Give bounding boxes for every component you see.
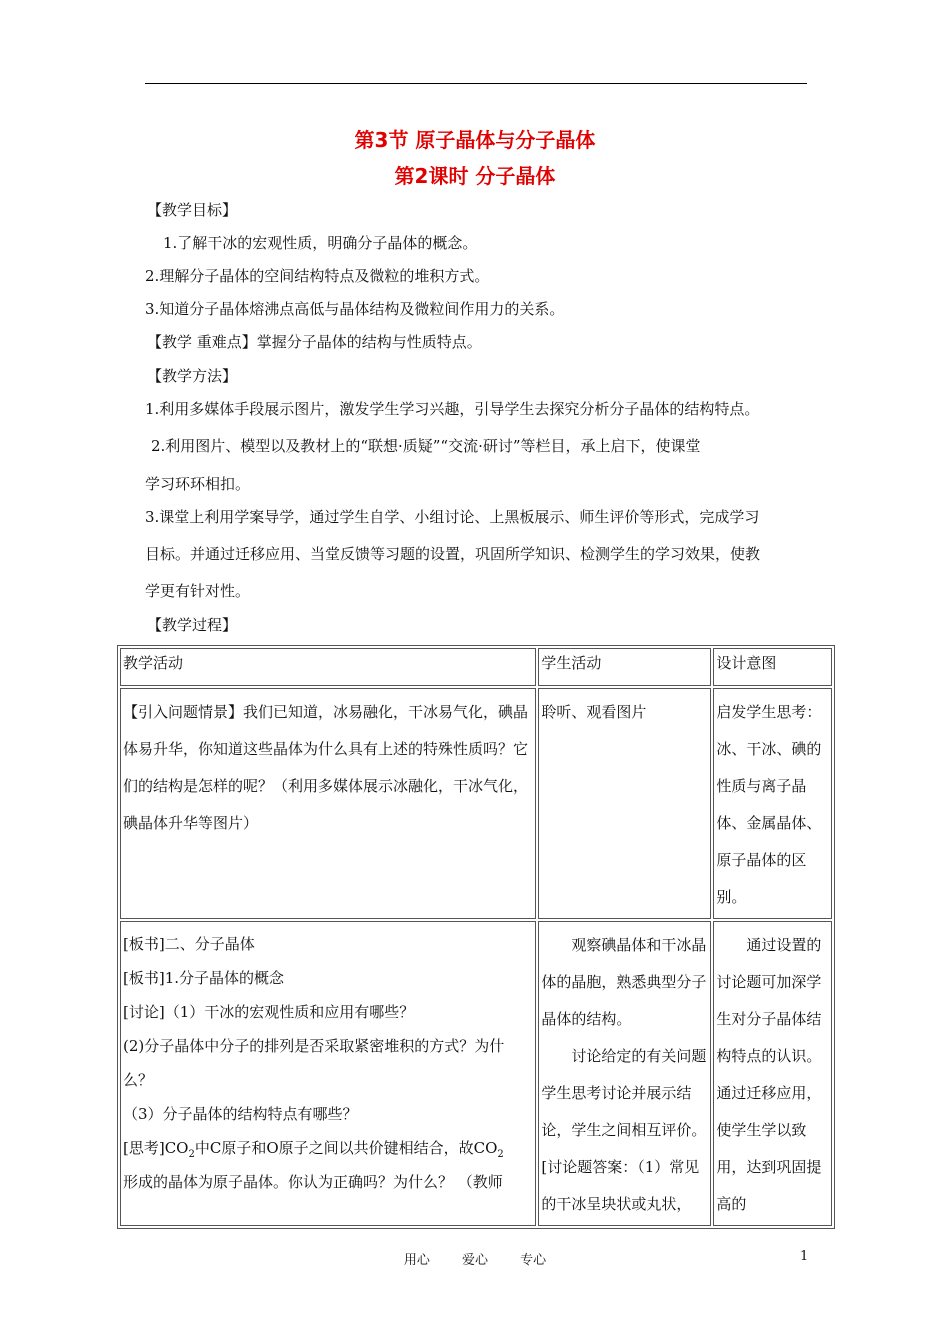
row2-line: （3）分子晶体的结构特点有哪些？	[123, 1105, 358, 1123]
objective-2: 2.理解分子晶体的空间结构特点及微粒的堆积方式。	[145, 267, 490, 285]
think-text-b: 中C原子和O原子之间以共价键相结合，故CO	[194, 1139, 498, 1157]
subscript: 2	[497, 1149, 504, 1160]
method-3-line-3: 学更有针对性。	[145, 582, 251, 600]
student-activity-para-2: 讨论给定的有关问题学生思考讨论并展示结论，学生之间相互评价。[讨论题答案：（1）常见的干冰呈块状或丸状，	[541, 1047, 707, 1213]
objective-1: 1.了解干冰的宏观性质，明确分子晶体的概念。	[163, 234, 478, 252]
think-text-a: [思考]CO	[123, 1139, 189, 1157]
method-3-line-1: 3.课堂上利用学案导学，通过学生自学、小组讨论、上黑板展示、师生评价等形式，完成学习	[145, 508, 760, 526]
row2-student-activity	[538, 921, 711, 1226]
table-row	[120, 921, 832, 1226]
row1-student-activity: 聆听、观看图片	[538, 688, 711, 919]
objective-3: 3.知道分子晶体熔沸点高低与晶体结构及微粒间作用力的关系。	[145, 300, 565, 318]
row1-teaching-activity: 【引入问题情景】我们已知道，冰易融化，干冰易气化，碘晶体易升华，你知道这些晶体为什么具有上述的特殊性质吗？它们的结构是怎样的呢？（利用多媒体展示冰融化，干冰气化，碘晶体升华等图片）	[120, 688, 536, 919]
objectives-heading: 【教学目标】	[147, 201, 238, 219]
footer-text-3: 专心	[520, 1253, 547, 1268]
method-3-line-2: 目标。并通过迁移应用、当堂反馈等习题的设置，巩固所学知识、检测学生的学习效果，使教	[145, 545, 761, 563]
row2-line: [板书]1.分子晶体的概念	[123, 969, 285, 987]
row2-design-intent: 通过设置的讨论题可加深学生对分子晶体结构特点的认识。 通过迁移应用，使学生学以致用，达到巩固提高的	[713, 921, 832, 1226]
method-2-line-2: 学习环环相扣。	[145, 475, 251, 493]
row2-line: [讨论]（1）干冰的宏观性质和应用有哪些？	[123, 1003, 415, 1021]
header-student-activity: 学生活动	[538, 648, 711, 686]
lesson-title: 第2课时 分子晶体	[394, 164, 556, 188]
footer-text-1: 用心	[403, 1253, 430, 1268]
page-number: 1	[800, 1249, 809, 1264]
table-header-row	[120, 648, 832, 686]
row2-line: 形成的晶体为原子晶体。你认为正确吗？为什么？ （教师	[123, 1173, 503, 1191]
row2-teaching-activity	[120, 921, 536, 1226]
key-points: 【教学 重难点】掌握分子晶体的结构与性质特点。	[147, 333, 482, 351]
method-2-line-1: 2.利用图片、模型以及教材上的“联想·质疑”“交流·研讨”等栏目，承上启下，使课堂	[151, 437, 701, 455]
header-rule	[145, 83, 807, 84]
student-activity-para-1: 观察碘晶体和干冰晶体的晶胞，熟悉典型分子晶体的结构。	[541, 936, 707, 1028]
subscript: 2	[188, 1149, 195, 1160]
header-teaching-activity: 教学活动	[120, 648, 536, 686]
row1-design-intent: 启发学生思考：冰、干冰、碘的性质与离子晶体、金属晶体、原子晶体的区别。	[713, 688, 832, 919]
methods-heading: 【教学方法】	[147, 367, 238, 385]
section-title: 第3节 原子晶体与分子晶体	[354, 128, 596, 152]
row2-line: [板书]二、分子晶体	[123, 935, 255, 953]
row2-line	[123, 1131, 533, 1165]
table-row	[120, 688, 832, 919]
footer-text-2: 爱心	[461, 1253, 488, 1268]
row2-line: (2)分子晶体中分子的排列是否采取紧密堆积的方式？为什么？	[123, 1037, 505, 1089]
method-1: 1.利用多媒体手段展示图片，激发学生学习兴趣，引导学生去探究分析分子晶体的结构特点。	[145, 400, 760, 418]
teaching-process-table	[117, 645, 835, 1229]
process-heading: 【教学过程】	[147, 616, 238, 634]
header-design-intent: 设计意图	[713, 648, 832, 686]
